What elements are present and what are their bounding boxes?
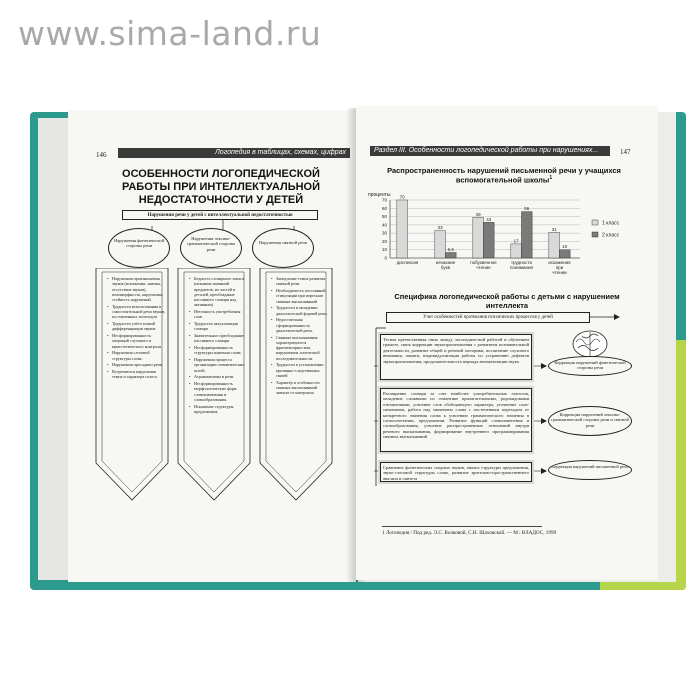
page-number-left: 146 xyxy=(96,151,107,159)
list-item: • Трудности учёта тонкой дифференциации звуков xyxy=(112,321,166,332)
y-tick-label: 30 xyxy=(381,230,387,236)
x-tick-label: понимания xyxy=(509,265,533,270)
chart-title: Распространенность нарушений письменной речи у учащихся вспомогательной школы$^1$ xyxy=(387,166,621,185)
left-page xyxy=(68,110,356,582)
list-item: • Значительное преобладание пассивного словаря xyxy=(194,333,248,344)
data-label: 10 xyxy=(562,244,568,250)
list-item: • Нарушения произношения звуков (искажения, замены, отсутствие звуков), полиморфность, нарушения, стойкость нарушений. xyxy=(112,276,166,302)
x-tick-label: чтение xyxy=(476,265,491,270)
list-item: • Трудности использования в самостоятельной речи звуков, поставленных логопедом xyxy=(112,304,166,320)
list-item: • Замедление темпа развития связной речи. xyxy=(276,276,330,287)
running-head-right: Раздел III. Особенности логопедической работы при нарушениях... xyxy=(370,146,610,156)
list-item: • Аграмматизмы в речи. xyxy=(194,374,248,379)
data-label: 56 xyxy=(524,206,530,212)
bar-chart xyxy=(366,190,648,282)
diagram-block-3: Сравнение фонетических сходных звуков, анализ структуры предложения, звуко-слоговой структуры слова, развитие зрительно-пространственного анализа и синтеза xyxy=(380,462,532,482)
y-tick-label: 40 xyxy=(381,222,387,228)
list-item: • Трудности в установлении причинно-следственных связей xyxy=(276,362,330,378)
list-item: • Трудности в овладении диалогической формой речи. xyxy=(276,305,330,316)
bar xyxy=(483,222,494,258)
bar xyxy=(549,232,560,258)
data-label: 70 xyxy=(399,194,405,200)
left-title: ОСОБЕННОСТИ ЛОГОПЕДИЧЕСКОЙ РАБОТЫ ПРИ ИНТЕЛЛЕКТУАЛЬНОЙ НЕДОСТАТОЧНОСТИ У ДЕТЕЙ xyxy=(121,168,321,207)
bar xyxy=(397,200,408,258)
arrow-lexical: Нарушения лексико-грамматической стороны речи xyxy=(180,228,242,268)
list-item: • Несформированность операций слухового и кинестетического контроля xyxy=(112,333,166,349)
bar xyxy=(473,217,484,258)
x-tick-label: дислексия xyxy=(396,260,419,265)
data-label: 33 xyxy=(437,225,443,231)
list-item: • Несформированность структуры значения слова. xyxy=(194,345,248,356)
legend-label: 1 класс xyxy=(602,220,620,227)
bar xyxy=(559,250,570,258)
list-item: • Нарушения просодики речи. xyxy=(112,362,166,367)
arrow-phonetic: Нарушения фонетической стороны речи xyxy=(108,228,170,268)
phonetic-list xyxy=(106,276,166,461)
correction-phonetic: Коррекция нарушений фонетической стороны речи xyxy=(548,356,632,376)
list-item: • Трудности актуализации словаря xyxy=(194,321,248,332)
list-item: • Характер и особенности связных высказываний зависят от материала xyxy=(276,380,330,396)
x-tick-label: чтении xyxy=(552,270,567,275)
diagram-block-1: Тесная преемственная связь между логопедической работой и обучением грамоте, связь коррекции звукопроизношения с развитием познавательной деятельности, развитие общей и речевой моторики, воспитание слухового внимания, памяти, индивидуализация работы по устранению дефектов звукопроизношения, продолжительность периода автоматизации звука xyxy=(380,334,532,380)
list-item: • Бедность словарного запаса (незнание названий предметов, их частей и деталей, преобладание пассивного словаря над активным) xyxy=(194,276,248,308)
x-tick-label: побуквенное xyxy=(470,260,497,265)
legend-swatch xyxy=(592,232,598,237)
list-item: • Недостаточная сформированность диалогической речи. xyxy=(276,317,330,333)
data-label: 31 xyxy=(551,226,557,232)
list-item: • Искажение структуры предложения xyxy=(194,404,248,415)
y-axis-label: проценты xyxy=(368,192,391,198)
lexical-list xyxy=(188,276,248,461)
connected-speech-list xyxy=(270,276,330,461)
correction-writing: Коррекция нарушений письменной речи xyxy=(548,460,632,480)
legend-label: 2 класс xyxy=(602,232,620,239)
footnote-rule xyxy=(382,526,542,527)
x-tick-label: букв xyxy=(440,265,451,270)
y-tick-label: 0 xyxy=(384,255,387,261)
x-tick-label: трудности xyxy=(510,260,533,265)
x-tick-label: незнание xyxy=(435,260,456,265)
x-tick-label: при xyxy=(555,265,564,270)
bar xyxy=(511,244,522,258)
y-tick-label: 60 xyxy=(381,205,387,211)
bar xyxy=(445,253,456,258)
arrow-connected-speech: Нарушения связной речи xyxy=(252,228,314,268)
legend-swatch xyxy=(592,220,598,225)
list-item: • Нарушения процесса организации семантических полей. xyxy=(194,357,248,373)
correction-lexical: Коррекция нарушений лексико-грамматической стороны речи и связной речи xyxy=(548,406,632,436)
diagram-block-2: Расширение словаря за счет наиболее употребительных глаголов, овладение сложными по семантике прилагательными, родовидовыми отношениями, усвоение слов обобщающего характера, уточнение слов-синонимов, работа над значением слова с постепенным переходом от конкретного значения слова к усвоению грамматического значения в словосочетании, предложении. Развитие функций словоизменения и словообразования, усвоение распространенных отношений внутри речевого высказывания, формирование внутреннего программирования связных высказываний xyxy=(380,388,532,452)
y-tick-label: 50 xyxy=(381,214,387,220)
speech-disorders-box: Нарушения речи у детей с интеллектуальной недостаточностью xyxy=(122,210,318,220)
data-label: 49 xyxy=(475,211,481,217)
diagram-top-box: Учет особенностей протекания психических процессов у детей xyxy=(386,312,590,323)
running-head-left: Логопедия в таблицах, схемах, цифрах xyxy=(118,148,350,158)
list-item: • Несформированность морфологических форм словоизменения и словообразования. xyxy=(194,381,248,402)
data-label: 43 xyxy=(486,216,492,222)
list-item: • Связные высказывания характеризуются фрагментарностью, нарушением логической последовательности. xyxy=(276,335,330,361)
page-number-right: 147 xyxy=(620,148,631,156)
data-label: 17 xyxy=(513,238,519,244)
list-item: • Нарушения слоговой структуры слова. xyxy=(112,350,166,361)
right-page xyxy=(356,106,658,580)
list-item: • Необходимость постоянной стимуляции при пересказе связных высказываний xyxy=(276,288,330,304)
bar xyxy=(521,212,532,258)
y-tick-label: 10 xyxy=(381,247,387,253)
diagram-title: Специфика логопедической работы с детьми с нарушением интеллекта xyxy=(394,292,620,310)
y-tick-label: 20 xyxy=(381,238,387,244)
list-item: • Неточность употребления слов xyxy=(194,309,248,320)
watermark: www.sima-land.ru xyxy=(18,14,322,53)
x-tick-label: искажения xyxy=(548,260,571,265)
list-item: • Встречаются нарушения темпа и характера голоса xyxy=(112,369,166,380)
bar xyxy=(435,231,446,258)
y-tick-label: 70 xyxy=(381,197,387,203)
data-label: 6,6 xyxy=(447,247,454,253)
footnote: 1 Логопедия / Под ред. Л.С. Волковой, С.Н. Шаховской. — М.: ВЛАДОС, 1999 xyxy=(382,530,557,536)
